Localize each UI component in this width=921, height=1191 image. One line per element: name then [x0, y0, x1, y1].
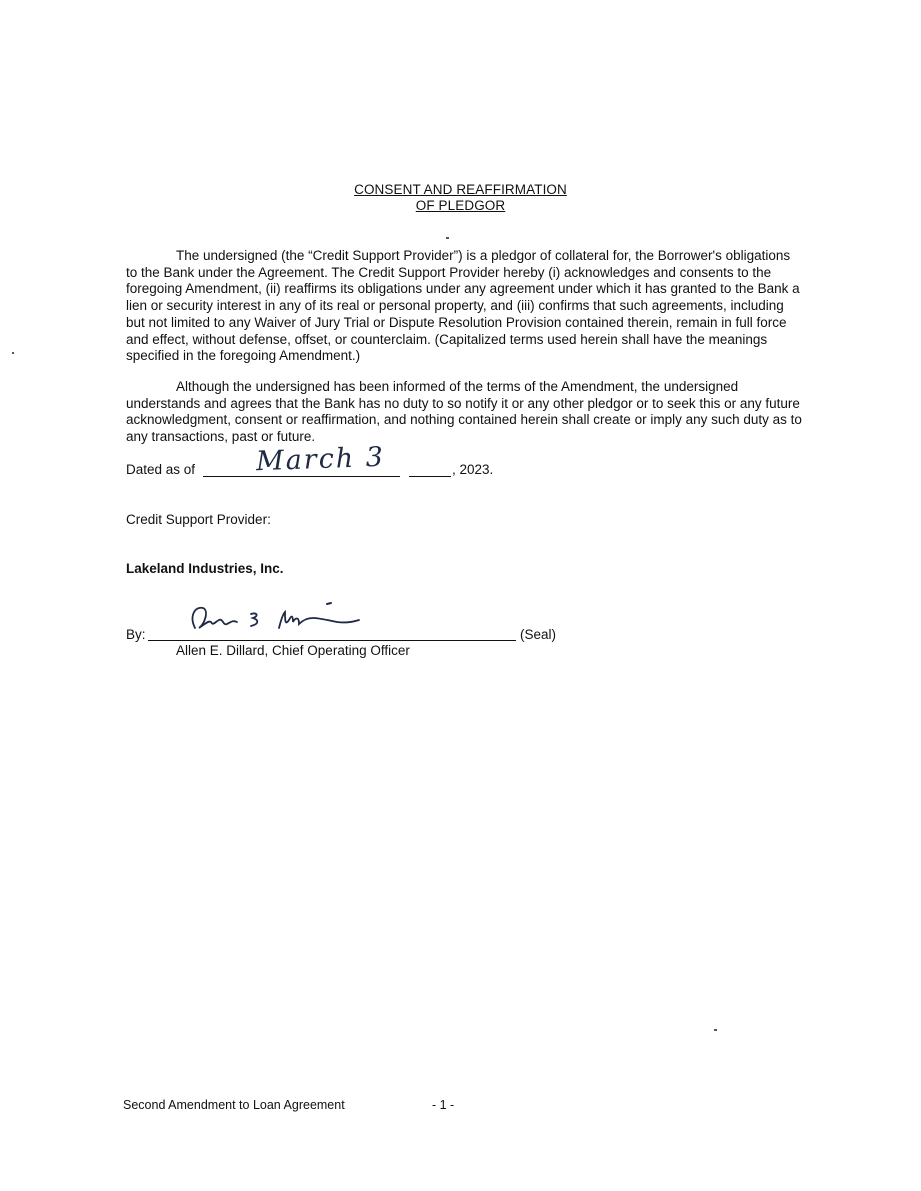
signature-block	[126, 600, 586, 660]
paragraph-acknowledgement	[126, 248, 804, 365]
paragraph-acknowledgement-text: The undersigned (the “Credit Support Provider”) is a pledgor of collateral for, the Borrower's obligations to the Bank under the Agreement. The Credit Support Provider hereby (i) acknowledges and consents to the foregoing Amendment, (ii) reaffirms its obligations under any agreement under which it has granted to the Bank a lien or security interest in any of its real or personal property, and (iii) confirms that such agreements, including but not limited to any Waiver of Jury Trial or Dispute Resolution Provision contained therein, remain in full force and effect, without defense, offset, or counterclaim. (Capitalized terms used herein shall have the meanings specified in the foregoing Amendment.)	[126, 248, 800, 364]
document-title-line-2: OF PLEDGOR	[415, 198, 506, 213]
dated-line	[126, 441, 546, 484]
footer-page-number: - 1 -	[432, 1098, 455, 1112]
paragraph-no-duty	[126, 379, 804, 446]
date-day-blank-line	[409, 476, 451, 477]
scan-speck	[446, 237, 449, 239]
credit-support-provider-label: Credit Support Provider:	[126, 512, 271, 527]
scan-speck	[714, 1029, 717, 1031]
handwritten-date: March 3	[255, 441, 386, 478]
seal-label: (Seal)	[520, 627, 557, 642]
footer-document-title: Second Amendment to Loan Agreement	[123, 1098, 345, 1112]
dated-year: , 2023.	[452, 462, 494, 477]
company-name: Lakeland Industries, Inc.	[126, 561, 284, 576]
dated-label: Dated as of	[126, 462, 196, 477]
scan-speck	[12, 352, 14, 354]
signer-name-title: Allen E. Dillard, Chief Operating Officer	[176, 643, 410, 658]
document-title-line-1: CONSENT AND REAFFIRMATION	[354, 182, 567, 197]
by-label: By:	[126, 627, 146, 642]
paragraph-no-duty-text: Although the undersigned has been informed of the terms of the Amendment, the undersigned understands and agrees that the Bank has no duty to so notify it or any other pledgor or to seek this or any future acknowledgment, consent or reaffirmation, and nothing contained herein shall create or imply any such duty as to any transactions, past or future.	[126, 379, 802, 445]
handwritten-signature	[181, 596, 381, 642]
date-blank-line	[203, 476, 400, 477]
